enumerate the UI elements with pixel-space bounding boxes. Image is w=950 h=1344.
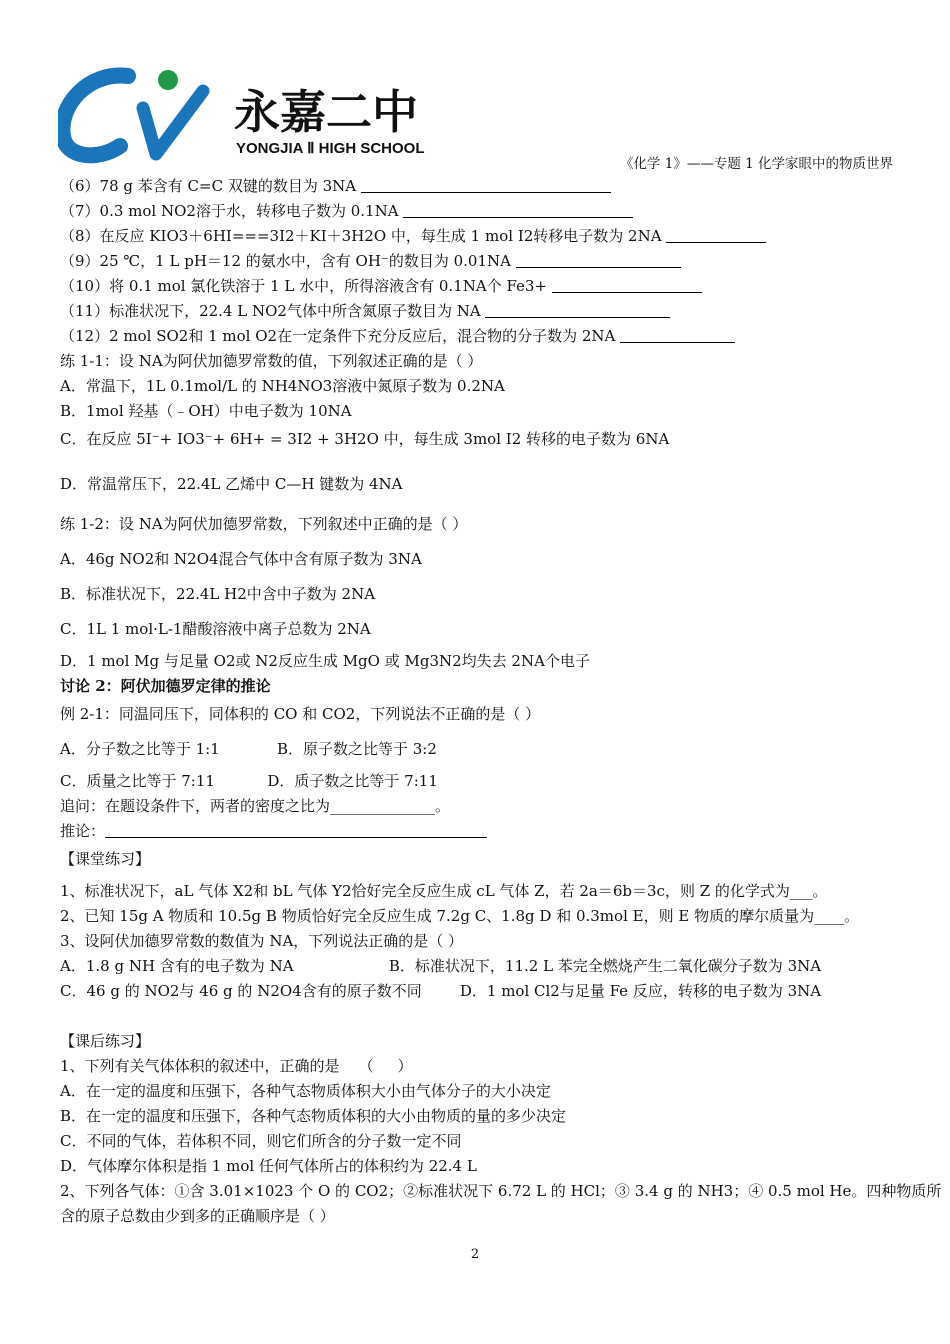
school-logo <box>58 66 438 166</box>
example-2-1-options-cd: C．质量之比等于 7:11 D．质子数之比等于 7:11 <box>60 772 438 790</box>
answer-blank[interactable] <box>666 226 766 243</box>
discussion-2-heading: 讨论 2：阿伏加德罗定律的推论 <box>60 677 271 695</box>
item-12: （12）2 mol SO2和 1 mol O2在一定条件下充分反应后，混合物的分子数为 2NA <box>60 324 900 349</box>
homework-q1-option-d: D．气体摩尔体积是指 1 mol 任何气体所占的体积约为 22.4 L <box>60 1157 477 1175</box>
homework-q1-option-a: A．在一定的温度和压强下，各种气态物质体积大小由气体分子的大小决定 <box>60 1082 551 1100</box>
answer-blank[interactable] <box>516 251 681 268</box>
item-11: （11）标准状况下，22.4 L NO2气体中所含氮原子数目为 NA <box>60 299 900 324</box>
practice-1-2-option-c: C．1L 1 mol·L-1醋酸溶液中离子总数为 2NA <box>60 620 371 638</box>
answer-blank[interactable] <box>361 176 611 193</box>
spacer <box>60 1004 900 1029</box>
logo-chinese-name: 永嘉二中 <box>234 85 418 139</box>
item-6: （6）78 g 苯含有 C=C 双键的数目为 3NA <box>60 174 900 199</box>
class-practice-q3-cd: C．46 g 的 NO2与 46 g 的 N2O4含有的原子数不同 D．1 mol Cl2与足量 Fe 反应，转移的电子数为 3NA <box>60 982 822 1000</box>
practice-1-1-option-b: B．1mol 羟基（﹣OH）中电子数为 10NA <box>60 402 352 420</box>
answer-blank[interactable] <box>620 326 735 343</box>
exercise-content <box>60 174 942 1229</box>
example-2-1-options-ab: A．分子数之比等于 1:1 B．原子数之比等于 3:2 <box>60 740 437 758</box>
class-practice-q2: 2、已知 15g A 物质和 10.5g B 物质恰好完全反应生成 7.2g C、1.8g D 和 0.3mol E，则 E 物质的摩尔质量为____。 <box>60 907 860 925</box>
class-practice-q3-ab: A．1.8 g NH 含有的电子数为 NA B．标准状况下，11.2 L 苯完全燃烧产生二氧化碳分子数为 3NA <box>60 957 822 975</box>
practice-1-1-stem: 练 1-1：设 NA为阿伏加德罗常数的值，下列叙述正确的是（ ） <box>60 352 483 370</box>
item-9: （9）25 ℃，1 L pH＝12 的氨水中，含有 OH⁻的数目为 0.01NA <box>60 249 900 274</box>
item-8: （8）在反应 KIO3＋6HI===3I2＋KI＋3H2O 中，每生成 1 mol I2转移电子数为 2NA <box>60 224 900 249</box>
class-practice-heading: 【课堂练习】 <box>60 850 151 868</box>
homework-q1-option-b: B．在一定的温度和压强下，各种气态物质体积的大小由物质的量的多少决定 <box>60 1107 567 1125</box>
class-practice-q3: 3、设阿伏加德罗常数的数值为 NA，下列说法正确的是（ ） <box>60 932 464 950</box>
yongjia-logo-icon <box>58 66 438 166</box>
answer-blank[interactable] <box>485 301 670 318</box>
course-title: 《化学 1》——专题 1 化学家眼中的物质世界 <box>619 156 893 172</box>
follow-up-question: 追问：在题设条件下，两者的密度之比为______________。 <box>60 797 451 815</box>
answer-blank[interactable] <box>403 201 633 218</box>
class-practice-q1: 1、标准状况下，aL 气体 X2和 bL 气体 Y2恰好完全反应生成 cL 气体 Z，若 2a＝6b＝3c，则 Z 的化学式为___。 <box>60 882 828 900</box>
practice-1-2-stem: 练 1-2：设 NA为阿伏加德罗常数，下列叙述中正确的是（ ） <box>60 515 468 533</box>
practice-1-2-option-b: B．标准状况下，22.4L H2中含中子数为 2NA <box>60 585 376 603</box>
homework-q2: 2、下列各气体：①含 3.01×1023 个 O 的 CO2；②标准状况下 6.72 L 的 HCl；③ 3.4 g 的 NH3；④ 0.5 mol He。四种物质所 <box>60 1182 942 1200</box>
answer-blank[interactable] <box>552 276 702 293</box>
inference-line: 推论： <box>60 819 900 844</box>
item-10: （10）将 0.1 mol 氯化铁溶于 1 L 水中，所得溶液含有 0.1NA个 Fe3+ <box>60 274 900 299</box>
homework-q2-cont: 含的原子总数由少到多的正确顺序是（ ） <box>60 1207 335 1225</box>
practice-1-2-option-a: A．46g NO2和 N2O4混合气体中含有原子数为 3NA <box>60 550 422 568</box>
page-number: 2 <box>470 1247 480 1262</box>
practice-1-1-option-a: A．常温下，1L 0.1mol/L 的 NH4NO3溶液中氮原子数为 0.2NA <box>60 377 505 395</box>
item-7: （7）0.3 mol NO2溶于水，转移电子数为 0.1NA <box>60 199 900 224</box>
practice-1-1-option-d: D．常温常压下，22.4L 乙烯中 C—H 键数为 4NA <box>60 475 403 493</box>
practice-1-2-option-d: D．1 mol Mg 与足量 O2或 N2反应生成 MgO 或 Mg3N2均失去 2NA个电子 <box>60 652 590 670</box>
homework-q1-option-c: C．不同的气体，若体积不同，则它们所含的分子数一定不同 <box>60 1132 462 1150</box>
logo-english-name: YONGJIA Ⅱ HIGH SCHOOL <box>236 140 425 157</box>
homework-q1: 1、下列有关气体体积的叙述中，正确的是 （ ） <box>60 1057 413 1075</box>
answer-blank[interactable] <box>105 821 487 838</box>
example-2-1-stem: 例 2-1：同温同压下，同体积的 CO 和 CO2，下列说法不正确的是（ ） <box>60 705 541 723</box>
homework-heading: 【课后练习】 <box>60 1032 151 1050</box>
practice-1-1-option-c: C．在反应 5I⁻+ IO3⁻+ 6H+ = 3I2 + 3H2O 中，每生成 3mol I2 转移的电子数为 6NA <box>60 430 670 448</box>
